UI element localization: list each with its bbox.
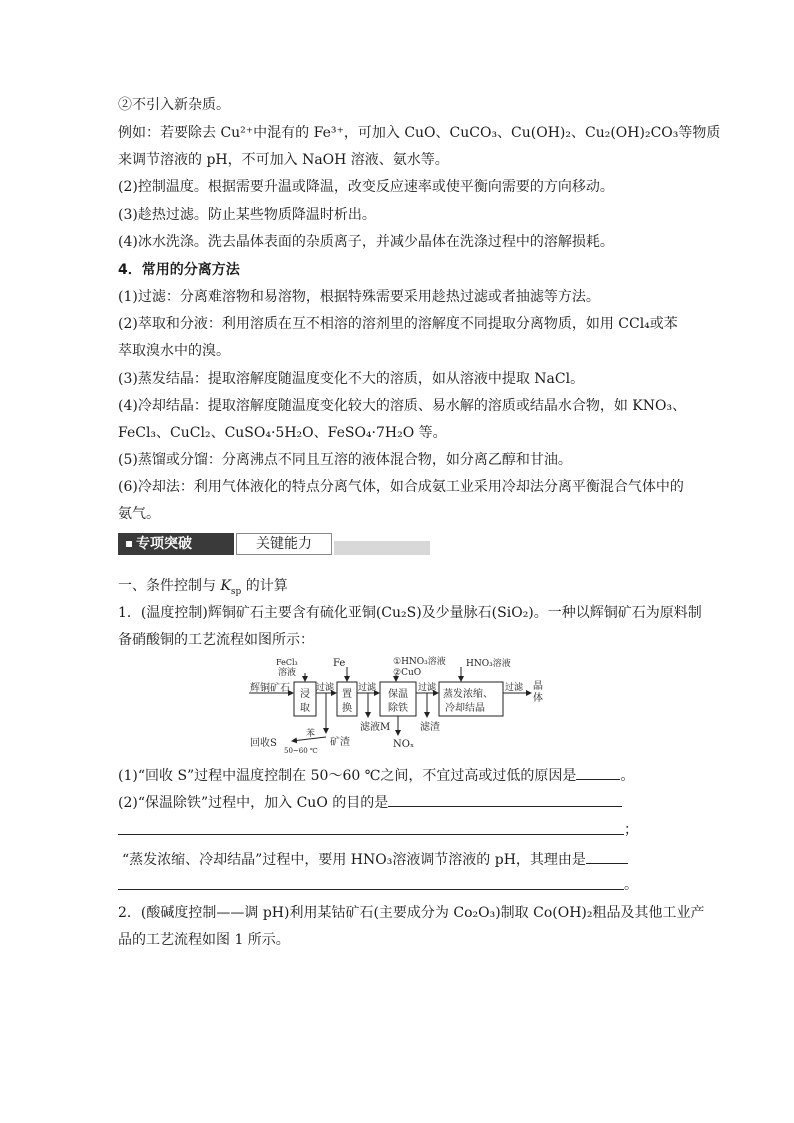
method-evaporation: (3)蒸发结晶：提取溶解度随温度变化不大的溶质，如从溶液中提取 NaCl。 (118, 371, 585, 387)
method-distillation: (5)蒸馏或分馏：分离沸点不同且互溶的液体混合物，如分离乙醇和甘油。 (118, 452, 572, 468)
part-1-heading: 一、条件控制与 $K_{sp}$ 的计算 (118, 578, 288, 597)
benzene-label: 苯 (306, 729, 316, 739)
temperature-label: 50~60 ℃ (284, 747, 318, 755)
rule-item-2: ②不引入新杂质。 (118, 97, 230, 113)
filtrate-m-label: 滤液M (360, 722, 391, 733)
hno3-label: HNO₃溶液 (466, 659, 511, 669)
method-cooling-1: (6)冷却法：利用气体液化的特点分离气体，如合成氨工业采用冷却法分离平衡混合气体中的 (118, 479, 684, 495)
fe-label: Fe (333, 658, 346, 669)
feed-label: 辉铜矿石 (250, 683, 290, 694)
question-1-line-1: 1．(温度控制)辉铜矿石主要含有硫化亚铜(Cu₂S)及少量脉石(SiO₂)。一种以辉铜矿石为原料制 (118, 605, 702, 621)
question-1-3-end: 。 (624, 877, 638, 893)
answer-blank-3[interactable] (586, 849, 628, 864)
question-1-3: “蒸发浓缩、冷却结晶”过程中，要用 HNO₃溶液调节溶液的 pH，其理由是 (122, 849, 628, 870)
filter-label-2: 过滤 (358, 683, 377, 693)
banner-label-left: 专项突破 (118, 533, 234, 555)
banner-label-right: 关键能力 (236, 533, 332, 555)
answer-blank-2[interactable] (388, 792, 622, 807)
question-1-1: (1)“回收 S”过程中温度控制在 50～60 ℃之间，不宜过高或过低的原因是 。 (118, 765, 634, 786)
hno3-cuo-label-2: ②CuO (393, 668, 422, 678)
answer-blank-1[interactable] (576, 765, 620, 780)
banner-gradient-bar (334, 541, 430, 555)
temperature-control: (2)控制温度。根据需要升温或降温，改变反应速率或使平衡向需要的方向移动。 (118, 179, 614, 195)
iron-removal-label-2: 除铁 (388, 703, 408, 714)
method-filtration: (1)过滤：分离难溶物和易溶物，根据特殊需要采用趁热过滤或者抽滤等方法。 (118, 289, 600, 305)
section-4-heading: 4．常用的分离方法 (118, 262, 240, 278)
nox-label: NOₓ (393, 739, 415, 750)
hot-filtration: (3)趁热过滤。防止某些物质降温时析出。 (118, 207, 376, 223)
hno3-cuo-label-1: ①HNO₃溶液 (393, 657, 446, 667)
fecl3-solution-label: 溶液 (278, 668, 297, 678)
leach-label-1: 浸 (300, 689, 310, 700)
question-1-2: (2)“保温除铁”过程中，加入 CuO 的目的是 (118, 792, 622, 813)
question-2-line-2: 品的工艺流程如图 1 所示。 (118, 932, 290, 948)
ice-water-washing: (4)冰水洗涤。洗去晶体表面的杂质离子，并减少晶体在洗涤过程中的溶解损耗。 (118, 234, 614, 250)
filter-label-1: 过滤 (316, 683, 335, 693)
ore-residue-label: 矿渣 (330, 737, 350, 748)
product-label-2: 体 (533, 693, 543, 704)
method-cooling-2: 氨气。 (118, 506, 160, 522)
filter-label-3: 过滤 (418, 683, 437, 693)
product-label-1: 晶 (533, 681, 543, 692)
square-bullet-icon (126, 541, 132, 547)
question-2-line-1: 2．(酸碱度控制——调 pH)利用某钴矿石(主要成分为 Co₂O₃)制取 Co(OH)₂粗品及其他工业产 (118, 905, 705, 921)
residue-label: 滤渣 (420, 722, 440, 733)
answer-line-2b[interactable] (118, 834, 624, 835)
crystallize-label-1: 蒸发浓缩、 (443, 689, 493, 700)
iron-removal-label-1: 保温 (388, 689, 408, 700)
fecl3-label: FeCl₃ (276, 658, 298, 667)
question-1-line-2: 备硝酸铜的工艺流程如图所示： (118, 632, 314, 648)
method-extraction-1: (2)萃取和分液：利用溶质在互不相溶的溶剂里的溶解度不同提取分离物质，如用 CCl₄或苯 (118, 316, 678, 332)
method-extraction-2: 萃取溴水中的溴。 (118, 343, 230, 359)
section-banner (118, 533, 430, 555)
recover-sulfur-label: 回收S (250, 738, 277, 749)
method-cooling-crystallization-1: (4)冷却结晶：提取溶解度随温度变化较大的溶质、易水解的溶质或结晶水合物，如 KNO₃、 (118, 398, 687, 414)
question-1-2-end: ； (624, 822, 638, 838)
method-cooling-crystallization-2: FeCl₃、CuCl₂、CuSO₄·5H₂O、FeSO₄·7H₂O 等。 (118, 425, 447, 441)
crystallize-label-2: 冷却结晶 (445, 703, 485, 714)
process-flow-diagram (246, 655, 556, 755)
example-line-1: 例如：若要除去 Cu²⁺中混有的 Fe³⁺，可加入 CuO、CuCO₃、Cu(OH)₂、Cu₂(OH)₂CO₃等物质 (118, 125, 721, 141)
replace-label-2: 换 (342, 703, 352, 714)
example-line-2: 来调节溶液的 pH，不可加入 NaOH 溶液、氨水等。 (118, 152, 449, 168)
filter-label-4: 过滤 (505, 683, 524, 693)
replace-label-1: 置 (342, 689, 352, 700)
answer-line-3b[interactable] (118, 889, 624, 890)
leach-label-2: 取 (300, 703, 310, 714)
